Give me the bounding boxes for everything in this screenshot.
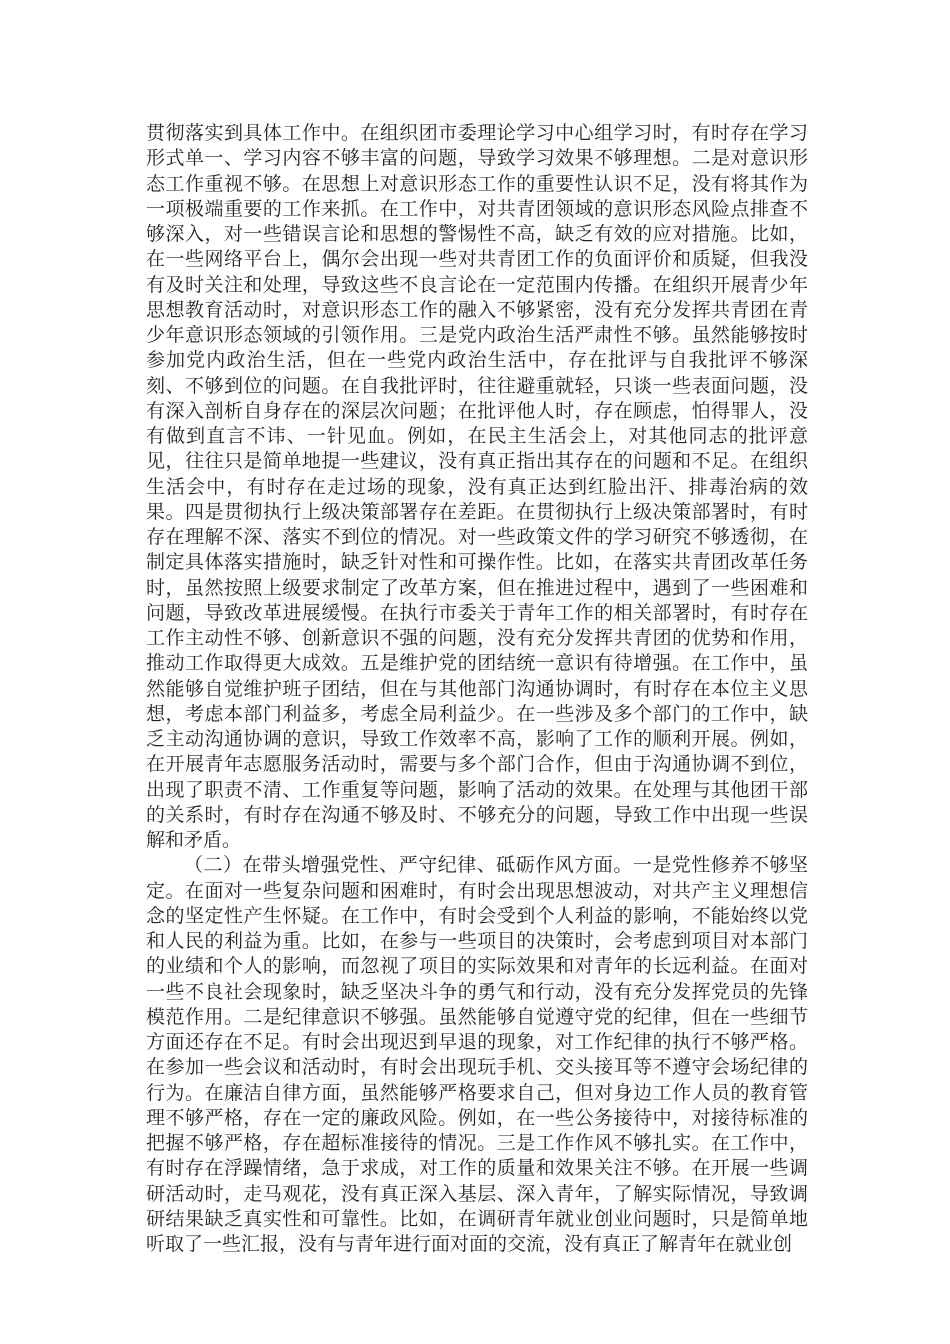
document-page xyxy=(146,121,808,1257)
body-paragraph: 贯彻落实到具体工作中。在组织团市委理论学习中心组学习时，有时存在学习形式单一、学习内容不够丰富的问题，导致学习效果不够理想。二是对意识形态工作重视不够。在思想上对意识形态工作的重要性认识不足，没有将其作为一项极端重要的工作来抓。在工作中，对共青团领域的意识形态风险点排查不够深入，对一些错误言论和思想的警惕性不高，缺乏有效的应对措施。比如，在一些网络平台上，偶尔会出现一些对共青团工作的负面评价和质疑，但我没有及时关注和处理，导致这些不良言论在一定范围内传播。在组织开展青少年思想教育活动时，对意识形态工作的融入不够紧密，没有充分发挥共青团在青少年意识形态领域的引领作用。三是党内政治生活严肃性不够。虽然能够按时参加党内政治生活，但在一些党内政治生活中，存在批评与自我批评不够深刻、不够到位的问题。在自我批评时，往往避重就轻，只谈一些表面问题，没有深入剖析自身存在的深层次问题；在批评他人时，存在顾虑，怕得罪人，没有做到直言不讳、一针见血。例如，在民主生活会上，对其他同志的批评意见，往往只是简单地提一些建议，没有真正指出其存在的问题和不足。在组织生活会中，有时存在走过场的现象，没有真正达到红脸出汗、排毒治病的效果。四是贯彻执行上级决策部署存在差距。在贯彻执行上级决策部署时，有时存在理解不深、落实不到位的情况。对一些政策文件的学习研究不够透彻，在制定具体落实措施时，缺乏针对性和可操作性。比如，在落实共青团改革任务时，虽然按照上级要求制定了改革方案，但在推进过程中，遇到了一些困难和问题，导致改革进展缓慢。在执行市委关于青年工作的相关部署时，有时存在工作主动性不够、创新意识不强的问题，没有充分发挥共青团的优势和作用，推动工作取得更大成效。五是维护党的团结统一意识有待增强。在工作中，虽然能够自觉维护班子团结，但在与其他部门沟通协调时，有时存在本位主义思想，考虑本部门利益多，考虑全局利益少。在一些涉及多个部门的工作中，缺乏主动沟通协调的意识，导致工作效率不高，影响了工作的顺利开展。例如，在开展青年志愿服务活动时，需要与多个部门合作，但由于沟通协调不到位，出现了职责不清、工作重复等问题，影响了活动的效果。在处理与其他团干部的关系时，有时存在沟通不够及时、不够充分的问题，导致工作中出现一些误解和矛盾。 xyxy=(146,122,808,851)
section-paragraph: （二）在带头增强党性、严守纪律、砥砺作风方面。一是党性修养不够坚定。在面对一些复杂问题和困难时，有时会出现思想波动，对共产主义理想信念的坚定性产生怀疑。在工作中，有时会受到个人利益的影响，不能始终以党和人民的利益为重。比如，在参与一些项目的决策时，会考虑到项目对本部门的业绩和个人的影响，而忽视了项目的实际效果和对青年的长远利益。在面对一些不良社会现象时，缺乏坚决斗争的勇气和行动，没有充分发挥党员的先锋模范作用。二是纪律意识不够强。虽然能够自觉遵守党的纪律，但在一些细节方面还存在不足。有时会出现迟到早退的现象，对工作纪律的执行不够严格。在参加一些会议和活动时，有时会出现玩手机、交头接耳等不遵守会场纪律的行为。在廉洁自律方面，虽然能够严格要求自己，但对身边工作人员的教育管理不够严格，存在一定的廉政风险。例如，在一些公务接待中，对接待标准的把握不够严格，存在超标准接待的情况。三是工作作风不够扎实。在工作中，有时存在浮躁情绪，急于求成，对工作的质量和效果关注不够。在开展一些调研活动时，走马观花，没有真正深入基层、深入青年，了解实际情况，导致调研结果缺乏真实性和可靠性。比如，在调研青年就业创业问题时，只是简单地听取了一些汇报，没有与青年进行面对面的交流，没有真正了解青年在就业创 xyxy=(146,854,808,1255)
